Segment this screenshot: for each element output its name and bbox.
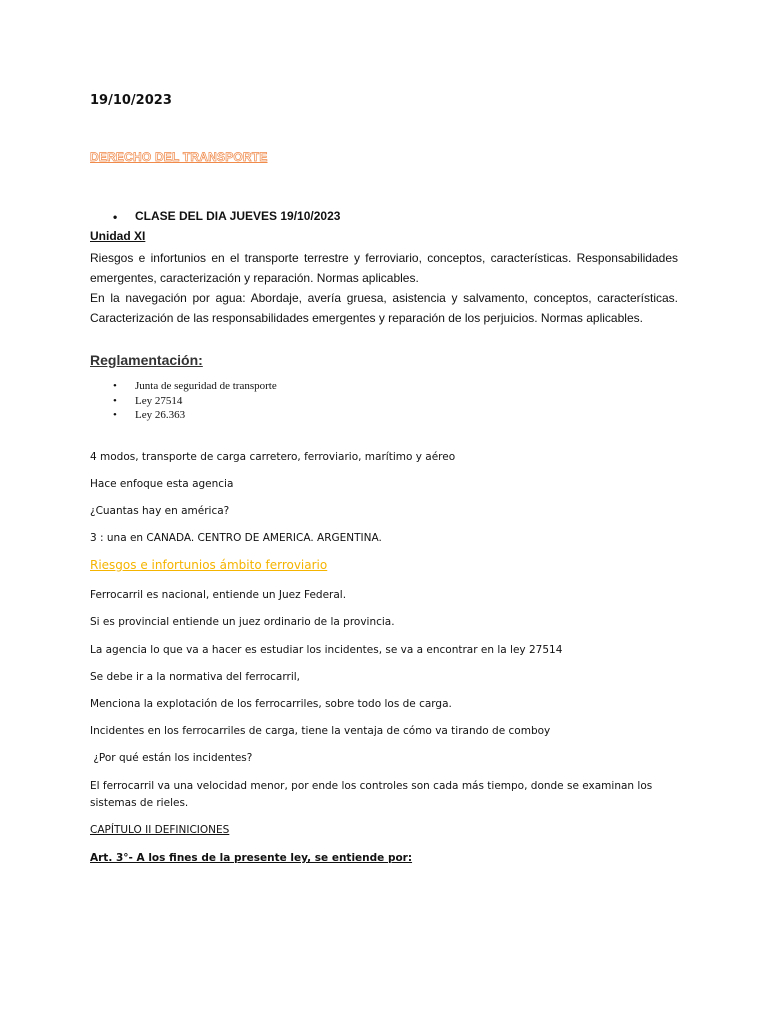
note-line: Incidentes en los ferrocarriles de carga, tiene la ventaja de cómo va tirando de comboy	[90, 725, 551, 737]
unit-heading: Unidad XI	[90, 229, 146, 243]
document-date: 19/10/2023	[90, 93, 172, 108]
chapter-heading: CAPÍTULO II DEFINICIONES	[90, 824, 230, 836]
article-heading: Art. 3°- A los fines de la presente ley, se entiende por:	[90, 852, 413, 864]
note-line: ¿Cuantas hay en américa?	[90, 505, 230, 517]
bullet-dot-icon: •	[113, 210, 118, 224]
note-line: Se debe ir a la normativa del ferrocarril,	[90, 671, 300, 683]
section-heading: Riesgos e infortunios ámbito ferroviario	[90, 558, 328, 572]
note-line: 4 modos, transporte de carga carretero, ferroviario, marítimo y aéreo	[90, 451, 456, 463]
document-title: DERECHO DEL TRANSPORTE	[90, 150, 268, 164]
note-line: ¿Por qué están los incidentes?	[90, 752, 253, 764]
class-bullet-text: CLASE DEL DIA JUEVES 19/10/2023	[135, 209, 341, 223]
paragraph: Riesgos e infortunios en el transporte terrestre y ferroviario, conceptos, características. Responsabilidades emergentes, caracterización y reparación. Normas aplicables.	[90, 251, 678, 285]
note-line: Hace enfoque esta agencia	[90, 478, 234, 490]
note-line: La agencia lo que va a hacer es estudiar los incidentes, se va a encontrar en la ley 27514	[90, 644, 563, 656]
paragraph: En la navegación por agua: Abordaje, avería gruesa, asistencia y salvamento, conceptos, características. Caracterización de las responsabilidades emergentes y reparación de los perjuicios. Normas aplicables.	[90, 291, 678, 325]
note-line: 3 : una en CANADA. CENTRO DE AMERICA. ARGENTINA.	[90, 532, 382, 544]
document-page: 19/10/2023 DERECHO DEL TRANSPORTE • CLASE DEL DIA JUEVES 19/10/2023 Unidad XI Riesgos e infortunios en el transporte terrestre y ferroviario, conceptos, características. Responsabilidades emergentes, caracterización y reparación. Normas aplicables. En la navegación por agua: Abordaje, avería gruesa, asistencia y salvamento, conceptos, características. Caracterización de las responsabilidades emergentes y reparación de los perjuicios. Normas aplicables. Reglamentación: • Junta de seguridad de transporte • Ley 27514 • Ley 26.363 4 modos, transporte de carga carretero, ferroviario, marítimo y aéreo Hace enfoque esta agencia ¿Cuantas hay en américa? 3 : una en CANADA. CENTRO DE AMERICA. ARGENTINA. Riesgos e infortunios ámbito ferroviario Ferrocarril es nacional, entiende un Juez Federal. Si es provincial entiende un juez ordinario de la provincia. La agencia lo que va a hacer es estudiar los incidentes, se va a encontrar en la ley 27514 Se debe ir a la normativa del ferrocarril, Menciona la explotación de los ferrocarriles, sobre todo los de carga. Incidentes en los ferrocarriles de carga, tiene la ventaja de cómo va tirando de comboy ¿Por qué están los incidentes? El ferrocarril va una velocidad menor, por ende los controles son cada más tiempo, donde se examinan los sistemas de rieles. CAPÍTULO II DEFINICIONES Art. 3°- A los fines de la presente ley, se entiende por:	[90, 93, 678, 864]
note-line: Si es provincial entiende un juez ordinario de la provincia.	[90, 616, 395, 628]
bullet-dot-icon: •	[113, 409, 117, 421]
note-line: Ferrocarril es nacional, entiende un Juez Federal.	[90, 589, 347, 601]
reglamentacion-heading: Reglamentación:	[90, 352, 203, 368]
bullet-dot-icon: •	[113, 394, 117, 407]
bullet-dot-icon: •	[113, 380, 117, 392]
note-line: sistemas de rieles.	[90, 797, 189, 809]
note-line: El ferrocarril va una velocidad menor, por ende los controles son cada más tiempo, donde se examinan los	[90, 780, 653, 792]
note-line: Menciona la explotación de los ferrocarriles, sobre todo los de carga.	[90, 698, 452, 710]
